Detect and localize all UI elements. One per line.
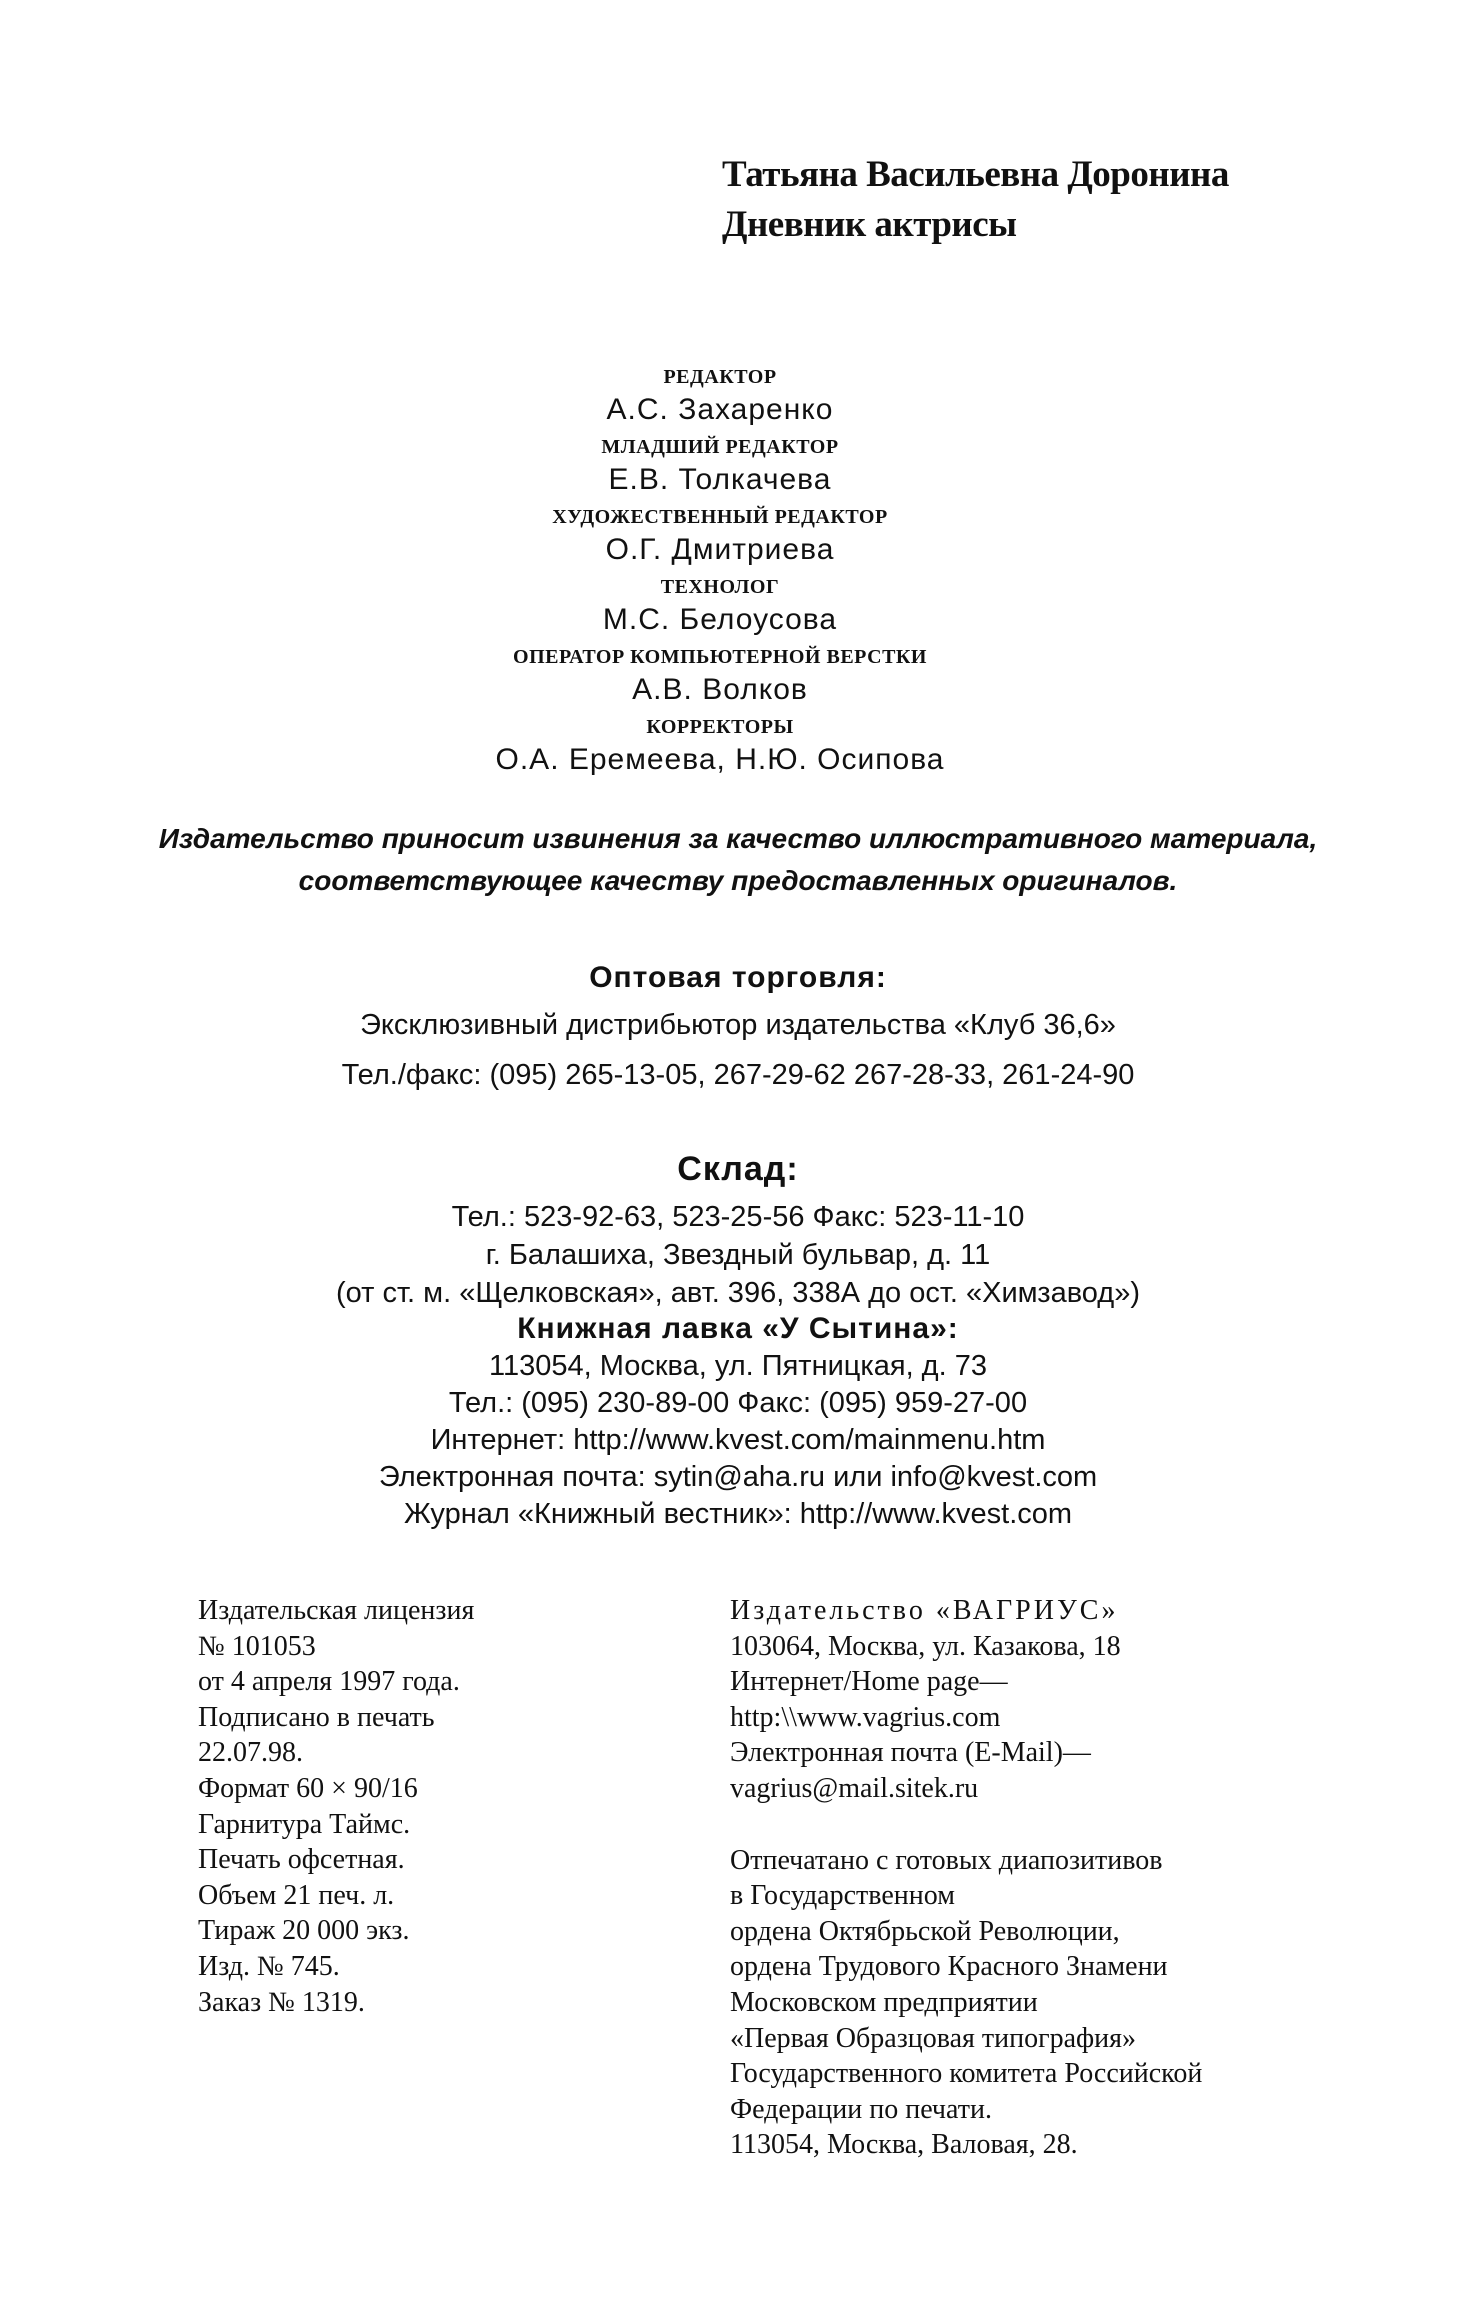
- warehouse-section: [120, 1140, 1356, 1312]
- wholesale-distributor: Эксклюзивный дистрибьютор издательства «Клуб 36,6»: [360, 1009, 1116, 1041]
- publisher-block: [730, 1593, 1430, 2163]
- imprint-line: № 101053: [198, 1630, 316, 1662]
- bookshop-journal: Журнал «Книжный вестник»: http://www.kvest.com: [403, 1498, 1073, 1530]
- credit-proofreaders: [400, 714, 1040, 780]
- warehouse-phone: Тел.: 523-92-63, 523-25-56 Факс: 523-11-10: [451, 1201, 1025, 1233]
- credit-role: ХУДОЖЕСТВЕННЫЙ РЕДАКТОР: [552, 506, 888, 528]
- printer-line: ордена Трудового Красного Знамени: [730, 1951, 1168, 1983]
- apology-line: соответствующее качеству предоставленных оригиналов.: [298, 865, 1178, 896]
- credit-technologist: [400, 574, 1040, 640]
- apology-line: Издательство приносит извинения за качество иллюстративного материала,: [158, 823, 1318, 854]
- printer-line: Московском предприятии: [730, 1986, 1038, 2018]
- bookshop-address: 113054, Москва, ул. Пятницкая, д. 73: [489, 1350, 987, 1382]
- printer-line: в Государственном: [730, 1880, 955, 1912]
- imprint-line: Объем 21 печ. л.: [198, 1879, 395, 1911]
- printer-line: Отпечатано с готовых диапозитивов: [730, 1844, 1163, 1876]
- credit-name: А.С. Захаренко: [606, 393, 834, 426]
- bookshop-heading: Книжная лавка «У Сытина»:: [517, 1312, 959, 1345]
- bookshop-email: Электронная почта: sytin@aha.ru или info@kvest.com: [378, 1461, 1098, 1493]
- publisher-address: 103064, Москва, ул. Казакова, 18: [730, 1630, 1121, 1662]
- credit-role: КОРРЕКТОРЫ: [646, 716, 794, 738]
- printer-line: Государственного комитета Российской: [730, 2058, 1203, 2090]
- printer-line: 113054, Москва, Валовая, 28.: [730, 2129, 1078, 2161]
- title-block: [722, 150, 1422, 250]
- credit-role: РЕДАКТОР: [663, 366, 777, 388]
- imprint-line: Подписано в печать: [198, 1701, 435, 1733]
- credit-editor: [400, 364, 1040, 430]
- publisher-name: Издательство «ВАГРИУС»: [730, 1595, 1119, 1626]
- credit-art-editor: [400, 504, 1040, 570]
- credit-name: О.А. Еремеева, Н.Ю. Осипова: [495, 743, 945, 776]
- printer-line: ордена Октябрьской Революции,: [730, 1915, 1120, 1947]
- bookshop-phone: Тел.: (095) 230-89-00 Факс: (095) 959-27-00: [448, 1387, 1028, 1419]
- credit-role: ТЕХНОЛОГ: [660, 576, 780, 598]
- publisher-email: vagrius@mail.sitek.ru: [730, 1772, 979, 1804]
- bookshop-section: [120, 1310, 1356, 1533]
- imprint-line: Изд. № 745.: [198, 1950, 340, 1982]
- imprint-line: Гарнитура Таймс.: [198, 1808, 411, 1840]
- printer-line: Федерации по печати.: [730, 2093, 992, 2125]
- credit-layout-operator: [400, 644, 1040, 710]
- credit-name: О.Г. Дмитриева: [605, 533, 835, 566]
- spacer: [730, 1807, 1430, 1843]
- wholesale-heading: Оптовая торговля:: [589, 961, 887, 994]
- imprint-line: Формат 60 × 90/16: [198, 1772, 418, 1804]
- credit-name: Е.В. Толкачева: [608, 463, 832, 496]
- publisher-web-label: Интернет/Home page—: [730, 1666, 1008, 1698]
- printer-line: «Первая Образцовая типография»: [730, 2022, 1137, 2054]
- publisher-web-url: http:\\www.vagrius.com: [730, 1701, 1001, 1733]
- wholesale-section: [120, 956, 1356, 1100]
- credits-block: [400, 364, 1040, 784]
- credit-name: М.С. Белоусова: [602, 603, 838, 636]
- imprint-line: Издательская лицензия: [198, 1595, 475, 1626]
- credit-role: МЛАДШИЙ РЕДАКТОР: [601, 436, 839, 458]
- imprint-line: Печать офсетная.: [198, 1844, 405, 1876]
- book-title: Дневник актрисы: [722, 204, 1017, 245]
- credit-role: ОПЕРАТОР КОМПЬЮТЕРНОЙ ВЕРСТКИ: [513, 646, 927, 668]
- imprint-line: Заказ № 1319.: [198, 1986, 365, 2018]
- wholesale-phone: Тел./факс: (095) 265-13-05, 267-29-62 267-28-33, 261-24-90: [341, 1059, 1135, 1091]
- warehouse-address: г. Балашиха, Звездный бульвар, д. 11: [485, 1239, 991, 1271]
- imprint-line: от 4 апреля 1997 года.: [198, 1666, 460, 1698]
- publisher-email-label: Электронная почта (E-Mail)—: [730, 1737, 1091, 1769]
- apology-note: [120, 818, 1356, 902]
- credit-name: А.В. Волков: [632, 673, 808, 706]
- imprint-line: 22.07.98.: [198, 1737, 303, 1769]
- imprint-details: [198, 1593, 678, 2020]
- credit-junior-editor: [400, 434, 1040, 500]
- warehouse-directions: (от ст. м. «Щелковская», авт. 396, 338А до ост. «Химзавод»): [335, 1277, 1140, 1309]
- bookshop-website: Интернет: http://www.kvest.com/mainmenu.htm: [430, 1424, 1046, 1456]
- author-name: Татьяна Васильевна Доронина: [722, 154, 1229, 195]
- imprint-line: Тираж 20 000 экз.: [198, 1915, 410, 1947]
- warehouse-heading: Склад:: [677, 1150, 799, 1188]
